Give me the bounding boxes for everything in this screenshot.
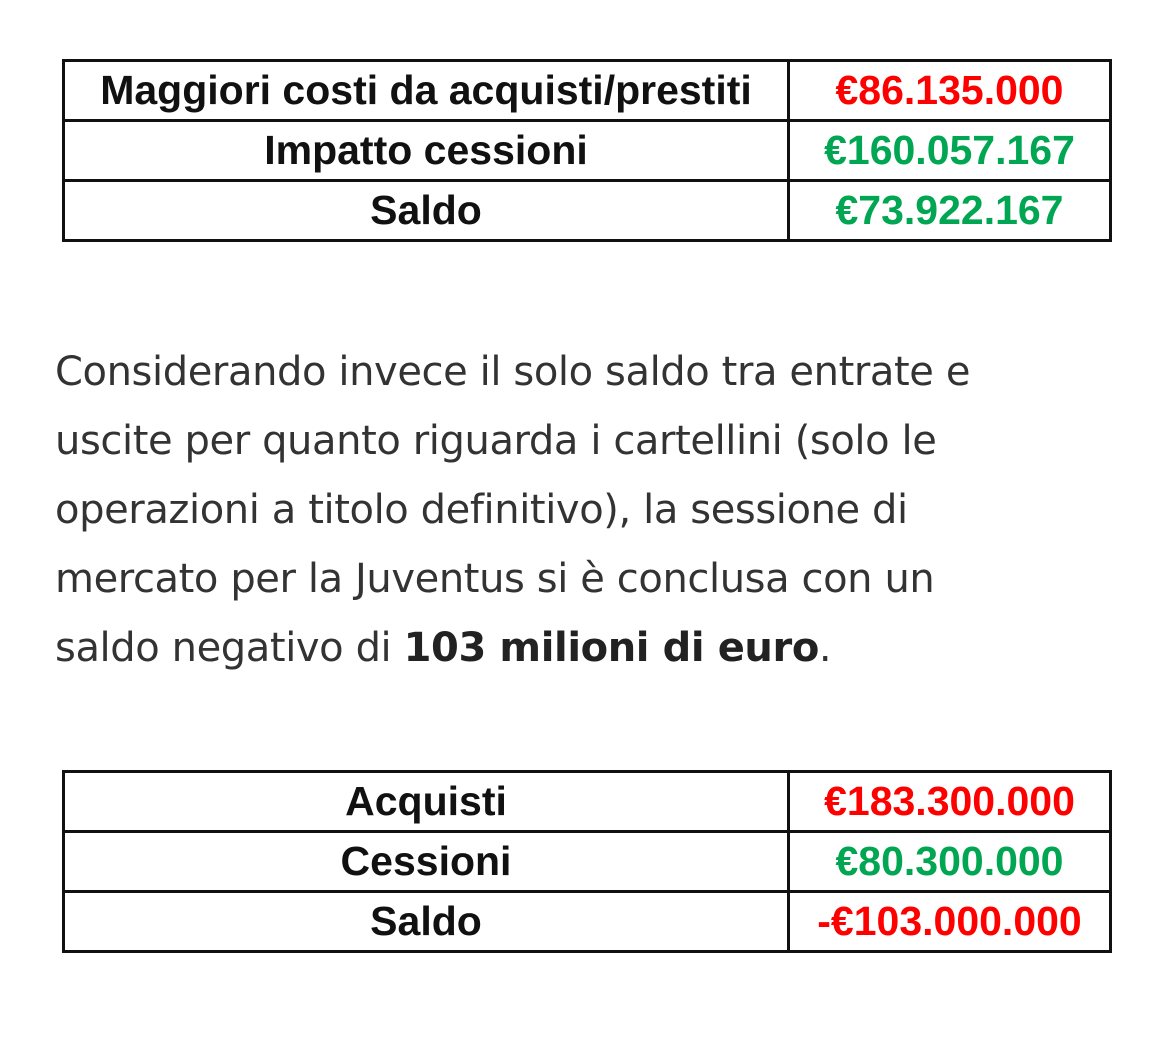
row-label-saldo: Saldo xyxy=(64,892,789,952)
table-row xyxy=(64,121,1111,181)
row-value-impatto-cessioni: €160.057.167 xyxy=(789,121,1111,181)
paragraph-line: mercato per la Juventus si è conclusa con un xyxy=(55,556,935,602)
summary-table-top xyxy=(62,59,1112,242)
body-paragraph xyxy=(55,338,1115,683)
paragraph-line xyxy=(55,614,1115,683)
row-value-maggiori-costi: €86.135.000 xyxy=(789,61,1111,121)
row-value-cessioni: €80.300.000 xyxy=(789,832,1111,892)
paragraph-line: uscite per quanto riguarda i cartellini (solo le xyxy=(55,418,937,464)
paragraph-text: . xyxy=(818,625,832,671)
table-row xyxy=(64,832,1111,892)
row-label-maggiori-costi: Maggiori costi da acquisti/prestiti xyxy=(64,61,789,121)
row-value-saldo: -€103.000.000 xyxy=(789,892,1111,952)
row-label-saldo: Saldo xyxy=(64,181,789,241)
table-row xyxy=(64,892,1111,952)
table-row xyxy=(64,61,1111,121)
row-value-acquisti: €183.300.000 xyxy=(789,772,1111,832)
table-row xyxy=(64,181,1111,241)
summary-table-bottom xyxy=(62,770,1112,953)
paragraph-line: operazioni a titolo definitivo), la sessione di xyxy=(55,487,908,533)
paragraph-text: saldo negativo di xyxy=(55,625,404,671)
row-label-impatto-cessioni: Impatto cessioni xyxy=(64,121,789,181)
table-row xyxy=(64,772,1111,832)
row-label-acquisti: Acquisti xyxy=(64,772,789,832)
row-value-saldo: €73.922.167 xyxy=(789,181,1111,241)
highlighted-amount: 103 milioni di euro xyxy=(403,625,819,671)
row-label-cessioni: Cessioni xyxy=(64,832,789,892)
paragraph-line: Considerando invece il solo saldo tra entrate e xyxy=(55,349,971,395)
